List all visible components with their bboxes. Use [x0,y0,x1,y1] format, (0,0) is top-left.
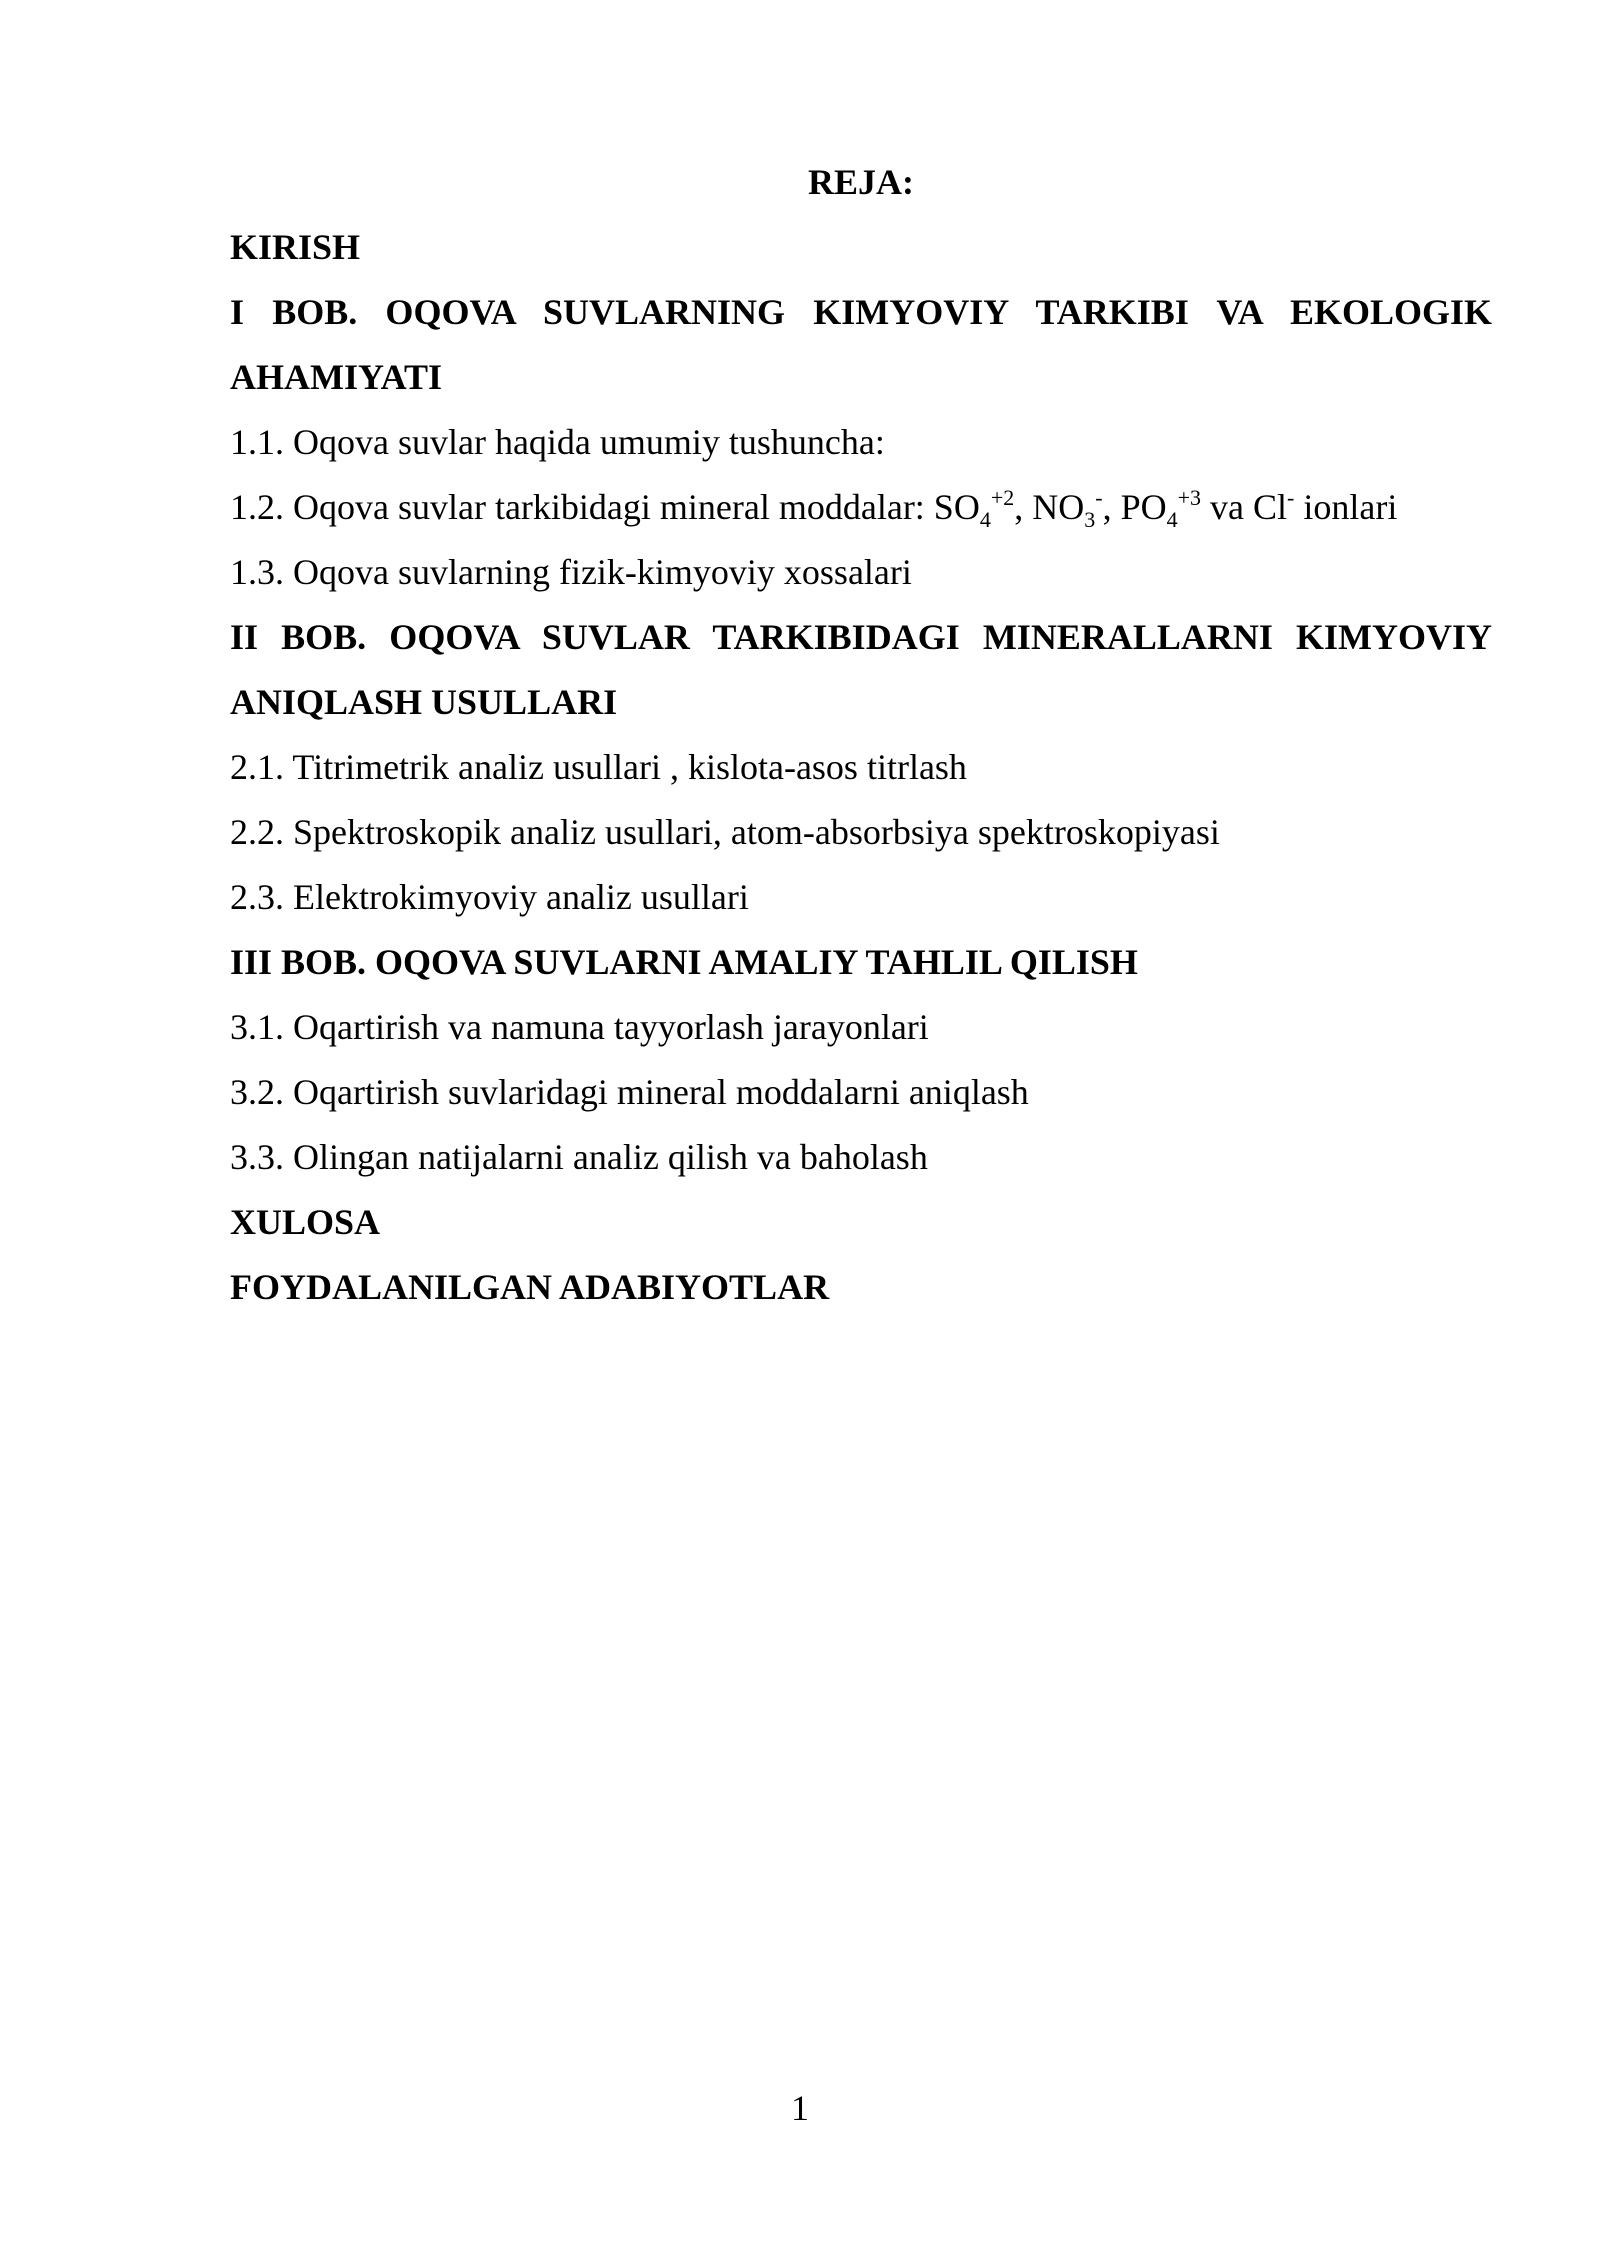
po4-text: , PO [1102,487,1167,527]
po4-subscript: 4 [1166,507,1178,532]
no3-charge: - [1095,485,1103,510]
section-1-2 [230,475,1492,540]
toc-references: FOYDALANILGAN ADABIYOTLAR [230,1267,830,1307]
section-3-1: 3.1. Oqartirish va namuna tayyorlash jarayonlari [230,1007,929,1047]
toc-conclusion: XULOSA [230,1202,381,1242]
no3-subscript: 3 [1084,507,1096,532]
section-1-3: 1.3. Oqova suvlarning fizik-kimyoviy xossalari [230,552,912,592]
page-number: 1 [791,2088,809,2128]
cl-charge: - [1287,485,1295,510]
po4-charge: +3 [1177,485,1202,510]
page-title: REJA: [808,162,914,202]
section-1-2-text: 1.2. Oqova suvlar tarkibidagi mineral moddalar: SO [230,487,980,527]
so4-charge: +2 [990,485,1015,510]
section-2-1: 2.1. Titrimetrik analiz usullari , kislota-asos titrlash [230,747,967,787]
chapter2-heading-line1: II BOB. OQOVA SUVLAR TARKIBIDAGI MINERALLARNI KIMYOVIY [230,617,1492,657]
cl-text: va Cl [1201,487,1288,527]
chapter3-heading: III BOB. OQOVA SUVLARNI AMALIY TAHLIL QILISH [230,942,1138,982]
chapter1-heading-line1: I BOB. OQOVA SUVLARNING KIMYOVIY TARKIBI VA EKOLOGIK [230,292,1492,332]
chapter2-heading-line2: ANIQLASH USULLARI [230,682,618,722]
chapter1-heading-line2: AHAMIYATI [230,357,443,397]
toc-intro: KIRISH [230,227,361,267]
section-2-3: 2.3. Elektrokimyoviy analiz usullari [230,877,749,917]
section-1-1: 1.1. Oqova suvlar haqida umumiy tushuncha: [230,422,885,462]
section-2-2: 2.2. Spektroskopik analiz usullari, atom-absorbsiya spektroskopiyasi [230,812,1220,852]
table-of-contents [230,150,1492,1320]
section-3-2: 3.2. Oqartirish suvlaridagi mineral moddalarni aniqlash [230,1072,1029,1112]
no3-text: , NO [1014,487,1085,527]
ions-text: ionlari [1294,487,1398,527]
section-3-3: 3.3. Olingan natijalarni analiz qilish va baholash [230,1137,928,1177]
so4-subscript: 4 [979,507,991,532]
